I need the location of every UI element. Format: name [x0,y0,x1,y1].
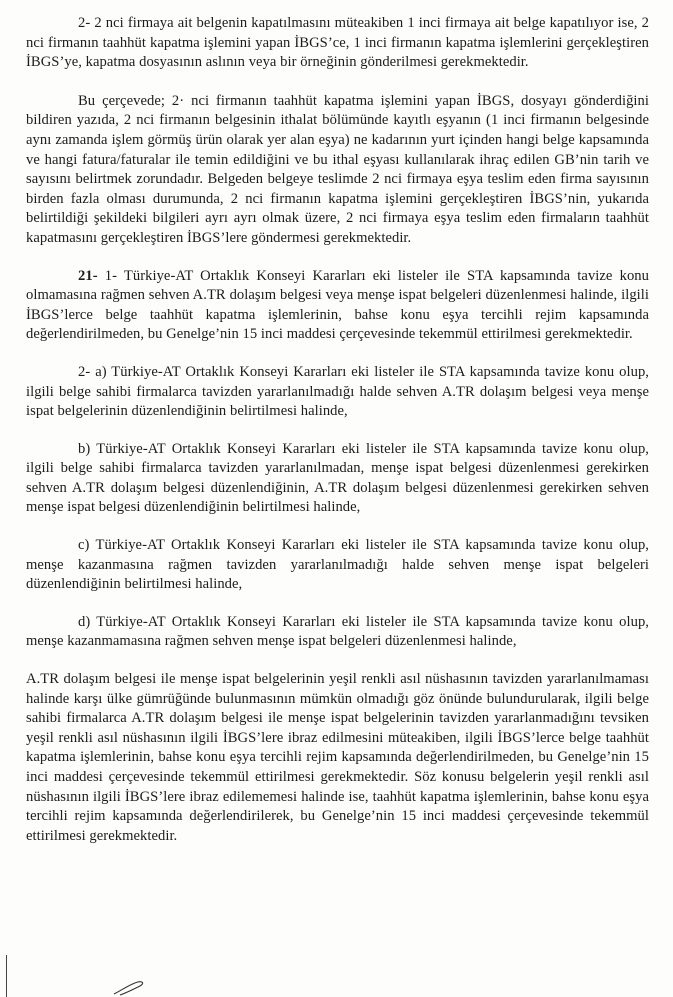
paragraph-item-2b: b) Türkiye-AT Ortaklık Konseyi Kararları eki listeler ile STA kapsamında tavize konu olup, ilgili belge sahibi firmalarca tavizden yararlanılmadan, menşe ispat belgesi düzenlenmesi gerekirken sehven A.TR dolaşım belgesi düzenlendiğinin, A.TR dolaşım belgesi düzenlenmesi gerekirken sehven menşe ispat belgesi düzenlendiğinin belirtilmesi halinde, [26,440,649,516]
paragraph-item-2d: d) Türkiye-AT Ortaklık Konseyi Kararları eki listeler ile STA kapsamında tavize konu olup, menşe kazanmamasına rağmen sehven menşe ispat belgeleri düzenlenmesi halinde, [26,613,649,650]
paragraph-item-2a: 2- a) Türkiye-AT Ortaklık Konseyi Kararları eki listeler ile STA kapsamında tavize konu olup, ilgili belge sahibi firmalarca tavizden yararlanılmadığı halde sehven A.TR dolaşım belgesi veya menşe ispat belgelerinin düzenlendiğinin belirtilmesi halinde, [26,363,649,420]
article-21-item-1-text: 1- Türkiye-AT Ortaklık Konseyi Kararları eki listeler ile STA kapsamında tavize konu olmamasına rağmen sehven A.TR dolaşım belgesi veya menşe ispat belgeleri düzenlenmesi halinde, ilgili İBGS’lerce belge taahhüt kapatma işlemlerinin, bahse konu eşya tercihli rejim kapsamında değerlendirilmeden, bu Genelge’nin 15 inci maddesi çerçevesinde tekemmül ettirilmesi gerekmektedir. [26,267,649,343]
paragraph-atr-conclusion: A.TR dolaşım belgesi ile menşe ispat belgelerinin yeşil renkli asıl nüshasının tavizden yararlanılmaması halinde karşı ülke gümrüğünde bulunmasının mümkün olmadığı göz önünde bulundurularak, ilgili belge sahibi firmalarca A.TR dolaşım belgesi ile menşe ispat belgelerinin tavizden yararlanmadığını tevsiken yeşil renkli asıl nüshasının ilgili İBGS’lere ibraz edilmesini müteakiben, ilgili İBGS’lerce belge taahhüt kapatma işlemlerinin, bahse konu eşya tercihli rejim kapsamında değerlendirilmeden, bu Genelge’nin 15 inci maddesi çerçevesinde tekemmül ettirilmesi gerekmektedir. Söz konusu belgelerin yeşil renkli asıl nüshasının ilgili İBGS’lere ibraz edilememesi halinde ise, taahhüt kapatma işlemlerinin, bahse konu eşya tercihli rejim kapsamında değerlendirilerek, bu Genelge’nin 15 inci maddesi çerçevesinde tekemmül ettirilmesi gerekmektedir. [26,671,649,844]
handwritten-paraph [112,978,152,997]
paragraph-bu-cercevede: Bu çerçevede; 2· nci firmanın taahhüt kapatma işlemini yapan İBGS, dosyayı gönderdiğini bildiren yazıda, 2 nci firmanın belgesinin ithalat bölümünde kayıtlı eşyanın (1 inci firmanın belgesinde aynı zamanda işlem görmüş ürün olarak yer alan eşya) ne kadarının yurt içinden hangi belge kapsamında ve hangi fatura/faturalar ile temin edildiğini ve bu ithal eşyası kullanılarak ihraç edilen GB’nin tarih ve sayısını belirtmek zorundadır. Belgeden belgeye teslimde 2 nci firmaya eşya teslim eden firma sayısının birden fazla olması durumunda, 2 nci firmanın kapatma işlemini gerçekleştiren İBGS’nin, yukarıda belirtildiği şekildeki bilgileri ayrı ayrı olmak üzere, 2 nci firmaya eşya teslim eden firmaların taahhüt kapatmasını gerçekleştiren İBGS’lere göndermesi gerekmektedir. [26,92,649,246]
scan-edge-line [6,955,7,997]
paragraph-item-2-kapatma: 2- 2 nci firmaya ait belgenin kapatılmasını müteakiben 1 inci firmaya ait belge kapatılıyor ise, 2 nci firmanın taahhüt kapatma işlemini yapan İBGS’ce, 1 inci firmanın kapatma işlemlerini gerçekleştiren İBGS’ye, kapatma dosyasının aslının veya bir örneğinin gönderilmesi gerekmektedir. [26,15,649,71]
document-body [26,14,649,846]
article-number: 21- [78,267,98,284]
paragraph-item-2c: c) Türkiye-AT Ortaklık Konseyi Kararları eki listeler ile STA kapsamında tavize konu olup, menşe kazanmasına rağmen tavizden yararlanılmadığı halde sehven menşe ispat belgeleri düzenlendiğinin belirtilmesi halinde, [26,537,649,593]
paragraph-article-21-item-1 [26,267,649,345]
